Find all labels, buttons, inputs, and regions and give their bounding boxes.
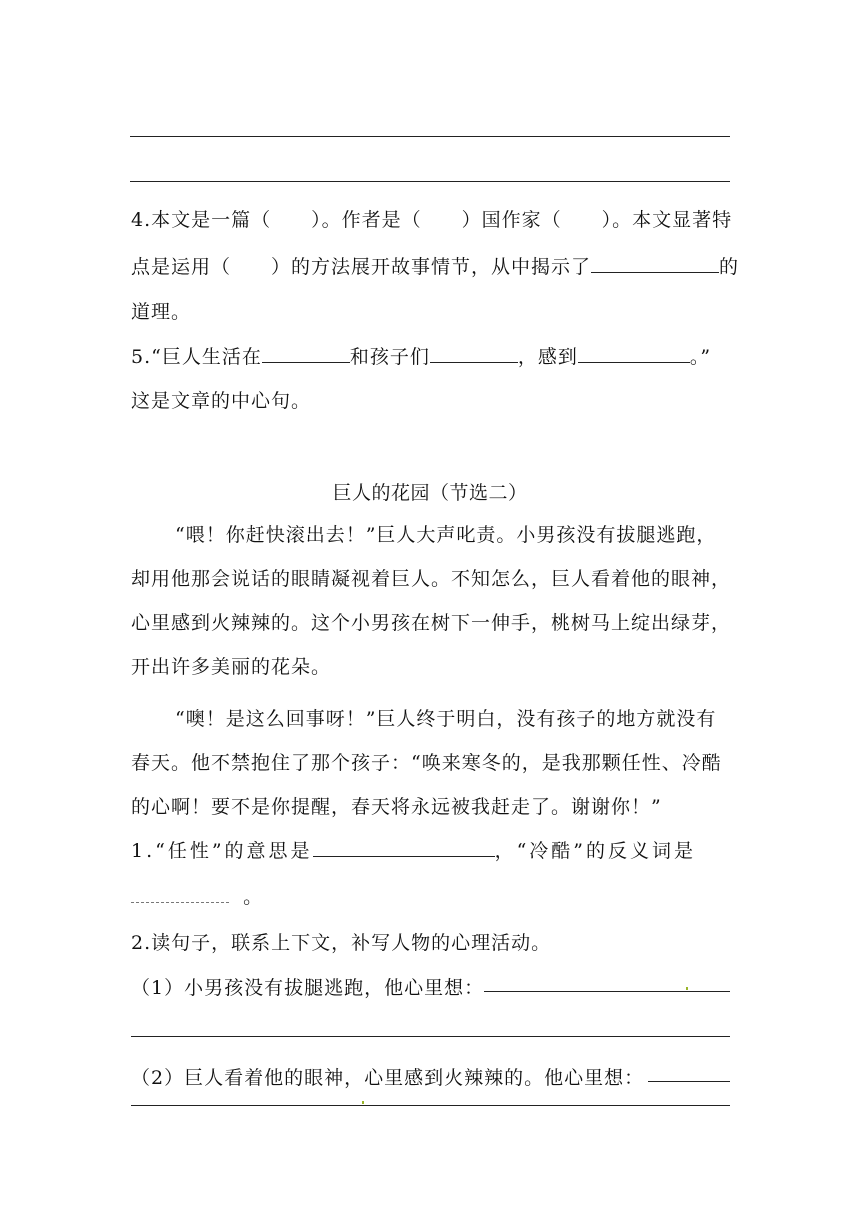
question-5-text-d: 。”: [689, 346, 712, 368]
question-2-1-line: [131, 973, 484, 1000]
answer-blank[interactable]: [591, 253, 719, 273]
answer-blank[interactable]: [430, 343, 518, 363]
question-4-suffix: 的: [719, 256, 740, 278]
answer-line[interactable]: [131, 1036, 730, 1037]
answer-blank[interactable]: [131, 883, 229, 903]
passage-title: 巨人的花园（节选二）: [332, 482, 528, 504]
answer-line[interactable]: [484, 991, 730, 992]
question-5-text-b: 和孩子们: [349, 346, 430, 368]
question-4-text: 点是运用（ ）的方法展开故事情节，从中揭示了: [131, 256, 592, 278]
question-2-prompt: 2.读句子，联系上下文，补写人物的心理活动。: [131, 932, 552, 954]
question-1-line: [131, 836, 696, 863]
answer-blank[interactable]: [578, 343, 690, 363]
question-1-text-a: 1.“任性”的意思是: [131, 840, 313, 862]
paragraph-1-line: 开出许多美丽的花朵。: [131, 656, 332, 678]
answer-blank[interactable]: [262, 343, 350, 363]
question-1-period: 。: [243, 886, 264, 908]
paragraph-1-line: 却用他那会说话的眼睛凝视着巨人。不知怎么，巨人看着他的眼神，: [131, 568, 732, 590]
answer-line[interactable]: [131, 1105, 730, 1106]
paragraph-2-line: 春天。他不禁抱住了那个孩子：“唤来寒冬的，是我那颗任性、冷酷: [131, 752, 722, 774]
question-1-line-2: [131, 882, 263, 909]
question-1-text-b: ，“冷酷”的反义词是: [494, 840, 696, 862]
stray-mark: [362, 1101, 364, 1104]
question-5-line-2: 这是文章的中心句。: [131, 390, 312, 412]
question-4-line-3: 道理。: [131, 301, 192, 323]
question-2-2-line: [131, 1063, 644, 1090]
answer-line[interactable]: [648, 1081, 730, 1082]
answer-blank[interactable]: [313, 837, 495, 857]
question-2-2-text: （2）巨人看着他的眼神，心里感到火辣辣的。他心里想：: [131, 1067, 645, 1089]
question-4-line-2: [131, 252, 739, 279]
answer-line[interactable]: [130, 181, 730, 182]
question-5-text-c: ，感到: [517, 346, 578, 368]
question-2-1-text: （1）小男孩没有拔腿逃跑，他心里想：: [131, 977, 485, 999]
paragraph-1-line: “喂！你赶快滚出去！”巨人大声叱责。小男孩没有拔腿逃跑，: [175, 524, 717, 546]
paragraph-1-line: 心里感到火辣辣的。这个小男孩在树下一伸手，桃树马上绽出绿芽，: [131, 612, 732, 634]
paragraph-2-line: “噢！是这么回事呀！”巨人终于明白，没有孩子的地方就没有: [175, 708, 717, 730]
question-4-line-1: 4.本文是一篇（ ）。作者是（ ）国作家（ ）。本文显著特: [131, 209, 733, 231]
question-5-line-1: [131, 342, 711, 369]
question-5-text-a: 5.“巨人生活在: [131, 346, 262, 368]
stray-mark: [686, 987, 688, 990]
answer-line[interactable]: [130, 136, 730, 137]
paragraph-2-line: 的心啊！要不是你提醒，春天将永远被我赶走了。谢谢你！”: [131, 796, 662, 818]
